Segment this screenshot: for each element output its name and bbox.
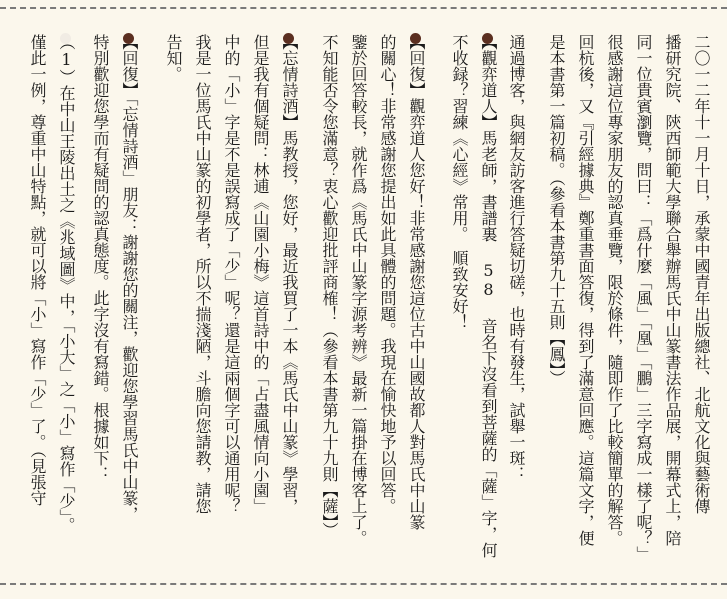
text-column: 【觀弈道人】馬老師，書譜裏 58 音名下沒看到菩薩的「薩」字，何 xyxy=(479,34,498,558)
text-column: 【忘情詩酒】馬教授，您好，最近我買了一本《馬氏中山篆》學習， xyxy=(280,34,299,514)
text-column: 但是我有個疑問：林逋《山園小梅》這首詩中的「占盡風情向小園」 xyxy=(251,34,270,514)
bottom-dashed-rule xyxy=(0,583,727,585)
text-column: 告知。 xyxy=(164,34,183,82)
text-column: 鑒於回答較長，就作爲《馬氏中山篆字源考辨》最新一篇掛在博客上了。 xyxy=(349,34,368,546)
text-column: 的關心！非常感謝您提出如此具體的問題。我現在愉快地予以回答。 xyxy=(378,34,397,514)
text-column: 同一位貴賓瀏覽，問曰：「爲什麼「風」「凰」「鵬」三字寫成一樣了呢？」 xyxy=(634,34,653,562)
text-column: 二〇一二年十一月十日，承蒙中國青年出版總社、北航文化與藝術傳 xyxy=(692,34,711,514)
text-column: 【回復】觀弈道人您好！非常感謝您這位古中山國故都人對馬氏中山篆 xyxy=(407,34,426,530)
top-dashed-rule xyxy=(0,7,727,9)
text-column: 特別歡迎您學而有疑問的認真態度。此字沒有寫錯。根據如下： xyxy=(91,34,110,482)
text-column: 不收録？習練《心經》常用。 順致安好！ xyxy=(450,34,469,330)
text-column: 很感謝這位專家朋友的認真垂覽，限於條件，隨即作了比較簡單的解答。 xyxy=(605,34,624,546)
text-column: 僅此一例，尊重中山特點，就可以將「小」寫作「少」了。（見張守 xyxy=(28,34,47,506)
text-column: 【回復】「忘情詩酒」朋友：謝謝您的關注，歡迎您學習馬氏中山篆， xyxy=(120,34,139,522)
text-column: 中的「小」字是不是誤寫成了「少」呢？還是這兩個字可以通用呢？ xyxy=(222,34,241,514)
text-column: 不知能否令您滿意？衷心歡迎批評商榷！（參看本書第九十九則【薩】） xyxy=(320,34,339,538)
text-column xyxy=(300,34,324,579)
text-column: 播研究院、陝西師範大學聯合舉辦馬氏中山篆書法作品展，開幕式上，陪 xyxy=(663,34,682,546)
text-column: 通過博客，與網友訪客進行答疑切磋，也時有發生，試舉一斑： xyxy=(507,34,526,482)
text-column: 我是一位馬氏中山篆的初學者，所以不揣淺陋，斗膽向您請教，請您 xyxy=(193,34,212,514)
text-column: 是本書第一篇初稿。（參看本書第九十五則【鳳】） xyxy=(547,34,566,386)
text-column: （1）在中山王陵出土之《兆域圖》中，「小大」之「小」寫作「少」。 xyxy=(57,34,76,533)
text-column: 回杭後，又『引經據典』鄭重書面答復，得到了滿意回應。這篇文字，便 xyxy=(576,34,595,546)
